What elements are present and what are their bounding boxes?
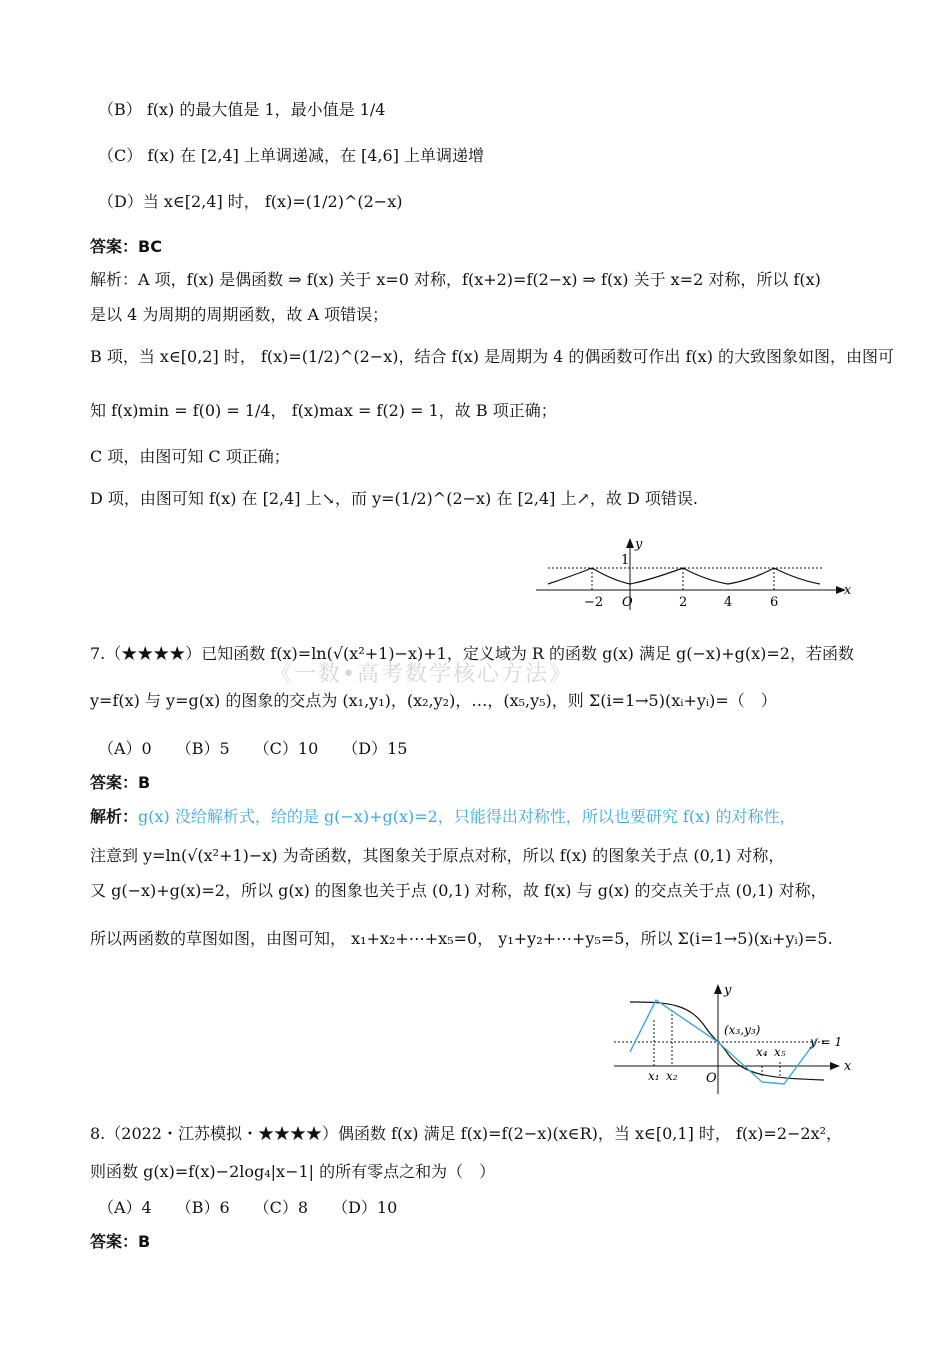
periodic-function-graph [530, 532, 860, 612]
explanation-line: 注意到 y=ln(√(x²+1)−x) 为奇函数，其图象关于原点对称，所以 f(x) 的图象关于点 (0,1) 对称， [90, 846, 785, 865]
answer-q8: 答案：B [90, 1232, 151, 1251]
question-7-options: （A）0 （B）5 （C）10 （D）15 [98, 739, 408, 758]
x4-label: x₄ [756, 1045, 768, 1059]
option-c: （C） f(x) 在 [2,4] 上单调递减，在 [4,6] 上单调递增 [98, 146, 485, 165]
intersection-graph [610, 978, 860, 1096]
explanation-line: 又 g(−x)+g(x)=2，所以 g(x) 的图象也关于点 (0,1) 对称，故 f(x) 与 g(x) 的交点关于点 (0,1) 对称， [90, 881, 827, 900]
tick-label: 2 [679, 595, 688, 610]
explanation-line: C 项，由图可知 C 项正确； [90, 447, 290, 466]
point-label: (x₃,y₃) [724, 1023, 761, 1037]
tick-label: −2 [584, 595, 604, 610]
tick-label: 6 [770, 595, 779, 610]
y-axis-label: y [724, 983, 732, 998]
answer-q6: 答案：BC [90, 237, 162, 256]
question-8-stem: 8.（2022・江苏模拟・★★★★）偶函数 f(x) 满足 f(x)=f(2−x)(x∈R)，当 x∈[0,1] 时， f(x)=2−2x²， [90, 1124, 843, 1143]
x1-label: x₁ [648, 1069, 660, 1083]
line-label: y = 1 [810, 1035, 843, 1049]
explanation-line: 解析：A 项，f(x) 是偶函数 ⇒ f(x) 关于 x=0 对称，f(x+2)=f(2−x) ⇒ f(x) 关于 x=2 对称，所以 f(x) [90, 270, 821, 289]
explanation-line: 是以 4 为周期的周期函数，故 A 项错误； [90, 305, 389, 324]
x-axis-label: x [844, 583, 852, 598]
explanation-line: 所以两函数的草图如图，由图可知， x₁+x₂+⋯+x₅=0， y₁+y₂+⋯+y₅=5，所以 Σ(i=1→5)(xᵢ+yᵢ)=5. [90, 929, 833, 948]
question-8-options: （A）4 （B）6 （C）8 （D）10 [98, 1198, 398, 1217]
question-7-stem: 7.（★★★★）已知函数 f(x)=ln(√(x²+1)−x)+1，定义域为 R 的函数 g(x) 满足 g(−x)+g(x)=2，若函数 [90, 644, 854, 663]
option-d: （D）当 x∈[2,4] 时， f(x)=(1/2)^(2−x) [98, 192, 403, 211]
explanation-line: B 项，当 x∈[0,2] 时， f(x)=(1/2)^(2−x)，结合 f(x) 是周期为 4 的偶函数可作出 f(x) 的大致图象如图，由图可 [90, 347, 895, 366]
question-8-stem: 则函数 g(x)=f(x)−2log₄|x−1| 的所有零点之和为（ ） [90, 1162, 496, 1181]
one-label: 1 [621, 553, 630, 568]
y-axis-label: y [635, 537, 643, 552]
explanation-line [90, 806, 795, 828]
option-b: （B） f(x) 的最大值是 1，最小值是 1/4 [98, 100, 386, 119]
origin-label: O [622, 595, 633, 610]
explanation-hint: g(x) 没给解析式，给的是 g(−x)+g(x)=2，只能得出对称性，所以也要研究 f(x) 的对称性， [138, 807, 796, 826]
question-7-stem: y=f(x) 与 y=g(x) 的图象的交点为 (x₁,y₁)，(x₂,y₂)，…，(x₅,y₅)，则 Σ(i=1→5)(xᵢ+yᵢ)=（ ） [90, 691, 777, 710]
explanation-label: 解析： [90, 807, 139, 826]
explanation-line: D 项，由图可知 f(x) 在 [2,4] 上↘，而 y=(1/2)^(2−x) 在 [2,4] 上↗，故 D 项错误. [90, 489, 698, 508]
origin-label: O [706, 1071, 717, 1086]
answer-q7: 答案：B [90, 773, 151, 792]
x2-label: x₂ [666, 1069, 678, 1083]
x-axis-label: x [844, 1059, 852, 1074]
explanation-line: 知 f(x)min = f(0) = 1/4， f(x)max = f(2) = 1，故 B 项正确； [90, 401, 557, 420]
watermark: 《一数•高考数学核心方法》 [270, 662, 573, 687]
tick-label: 4 [724, 595, 733, 610]
x5-label: x₅ [774, 1045, 786, 1059]
